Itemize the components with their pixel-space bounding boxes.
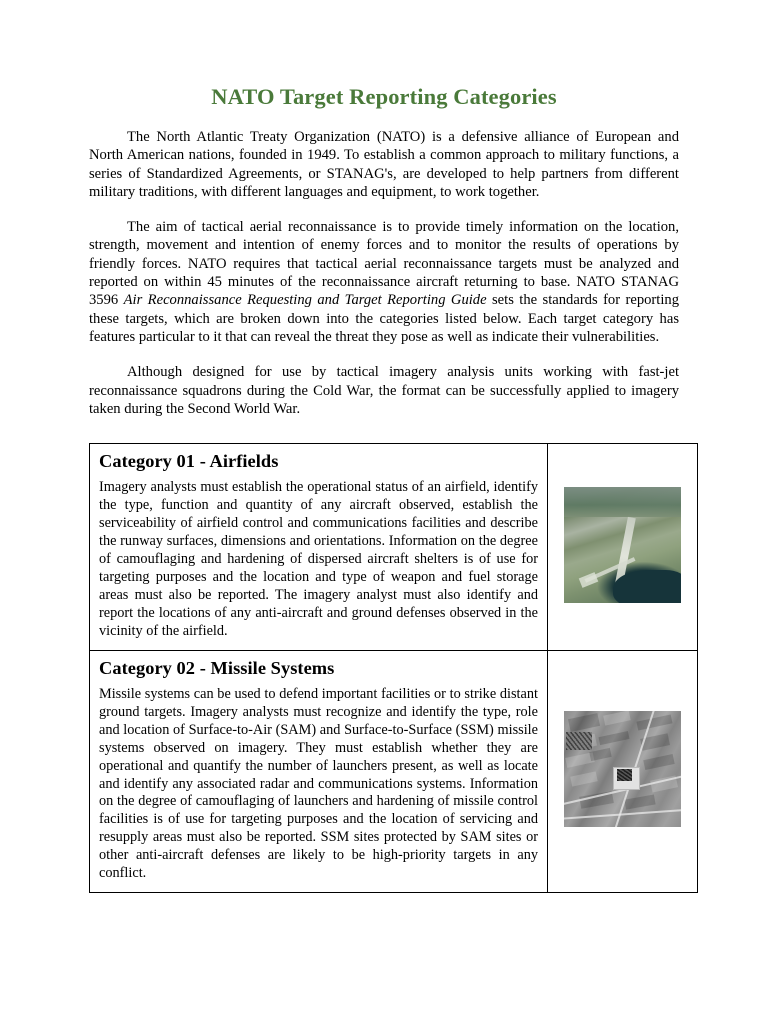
category-02-heading: Category 02 - Missile Systems: [99, 657, 335, 678]
airfield-apron: [579, 572, 599, 588]
category-02-description: Missile systems can be used to defend important facilities or to strike distant ground targets. Imagery analysts must recognize and identify the type, role and location of Surface-to-Air (SAM) and Surface-to-Surface (SSM) missile systems observed on imagery. They must establish whether they are operational and quantify the number of launchers present, as well as locate and identify any associated radar and communications systems. Information on the degree of camouflaging of launchers and hardening of missile control facilities is of use for targeting purposes and the location of servicing and resupply areas must also be reported. SSM sites protected by SAM sites or other anti-aircraft defenses are likely to be high-priority targets in any conflict.: [99, 685, 538, 882]
page-title: NATO Target Reporting Categories: [211, 84, 557, 109]
field-parcel: [643, 754, 675, 771]
field-parcel: [624, 794, 656, 810]
category-02-image-cell: [548, 650, 698, 892]
paragraph-2-text-before-title: The aim of tactical aerial reconnaissance is to provide timely information on the location, strength, movement and intention of enemy forces and to monitor the results of operations by friendly forces. NATO requires that tactical aerial reconnaissance targets must be analyzed and reported on within 45 minutes of the reconnaissance aircraft returning to base. NATO STANAG 3596: [89, 219, 679, 309]
paragraph-2-text-after-title: sets the standards for reporting these targets, which are broken down into the categories listed below. Each target category has features particular to it that can reveal the threat they pose as well as indicate their vulnerabilities.: [89, 292, 679, 345]
field-parcel: [568, 713, 600, 732]
field-parcel: [603, 711, 630, 726]
missile-site-feature: [613, 767, 640, 790]
village-built-up-area: [566, 732, 592, 751]
field-parcel: [599, 731, 630, 745]
field-parcel: [636, 714, 672, 730]
category-01-heading: Category 01 - Airfields: [99, 451, 279, 472]
missile-site-core: [617, 769, 632, 781]
stanag-guide-title: Air Reconnaissance Requesting and Target Reporting Guide: [123, 292, 487, 309]
intro-paragraph-1: The North Atlantic Treaty Organization (NATO) is a defensive alliance of European and North American nations, founded in 1949. To establish a common approach to military functions, a series of Standardized Agreements, or STANAG's, are developed to help partners from different military traditions, with different languages and equipment, to work together.: [89, 128, 679, 200]
category-01-image-cell: [548, 444, 698, 651]
table-row-category-01: [90, 444, 698, 651]
intro-paragraph-2: [89, 218, 679, 346]
aerial-photo-airfield: [564, 487, 681, 603]
target-categories-table: [89, 443, 698, 893]
aerial-photo-missile-site-fields: [564, 711, 681, 827]
airfield-terrain-backdrop: [564, 487, 681, 517]
field-parcel: [589, 748, 612, 761]
category-01-description: Imagery analysts must establish the operational status of an airfield, identify the type, function and quantity of any aircraft observed, establish the serviceability of airfield control and communications facilities and describe the runway surfaces, dimensions and orientations. Information on the degree of camouflaging and hardening of dispersed aircraft shelters is of use for targeting purposes and the location and type of weapon and fuel storage areas must also be reported. The imagery analyst must also identify and report the locations of any anti-aircraft and ground defenses observed in the vicinity of the airfield.: [99, 479, 538, 639]
table-row-category-02: [90, 650, 698, 892]
airfield-water-body: [613, 570, 681, 602]
category-02-text-cell: [90, 650, 548, 892]
category-01-text-cell: [90, 444, 548, 651]
intro-paragraph-3: Although designed for use by tactical imagery analysis units working with fast-jet reconnaissance squadrons during the Cold War, the format can be successfully applied to imagery taken during the Second World War.: [89, 364, 679, 417]
document-content: [89, 0, 679, 893]
field-parcel: [570, 771, 597, 787]
